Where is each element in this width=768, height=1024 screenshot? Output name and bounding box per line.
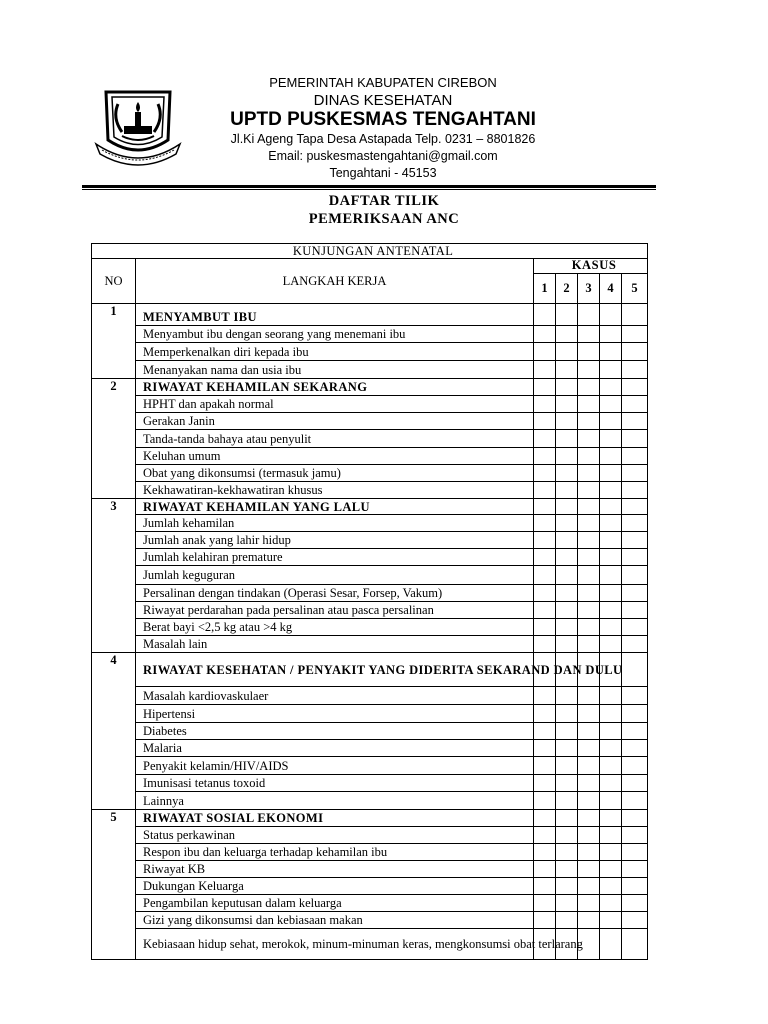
check-cell[interactable] [534,844,556,861]
check-cell[interactable] [578,379,600,396]
column-header-cases: KASUS [534,259,648,274]
table-row [92,878,648,895]
table-row [92,482,648,499]
check-cell[interactable] [556,465,578,482]
header-row [92,259,648,274]
check-cell[interactable] [600,827,622,844]
column-header-no: NO [92,259,136,304]
section-row [92,653,648,687]
section-title: MENYAMBUT IBU [136,304,534,326]
check-cell[interactable] [600,343,622,361]
check-cell[interactable] [534,827,556,844]
check-cell[interactable] [600,775,622,792]
table-row [92,448,648,465]
check-cell[interactable] [600,361,622,379]
check-cell[interactable] [578,895,600,912]
check-cell[interactable] [622,740,648,757]
check-cell[interactable] [556,844,578,861]
step-label: Jumlah keguguran [136,566,534,585]
check-cell[interactable] [578,687,600,705]
check-cell[interactable] [622,515,648,532]
table-row [92,515,648,532]
regency-crest-icon [92,84,184,168]
check-cell[interactable] [556,499,578,515]
check-cell[interactable] [578,619,600,636]
check-cell[interactable] [622,413,648,430]
check-cell[interactable] [534,515,556,532]
check-cell[interactable] [622,499,648,515]
check-cell[interactable] [534,396,556,413]
check-cell[interactable] [622,895,648,912]
column-header-step: LANGKAH KERJA [136,259,534,304]
check-cell[interactable] [556,304,578,326]
section-number: 4 [92,653,136,810]
check-cell[interactable] [578,757,600,775]
check-cell[interactable] [556,326,578,343]
step-label: Obat yang dikonsumsi (termasuk jamu) [136,465,534,482]
check-cell[interactable] [600,465,622,482]
check-cell[interactable] [578,482,600,499]
check-cell[interactable] [600,515,622,532]
check-cell[interactable] [578,396,600,413]
check-cell[interactable] [534,499,556,515]
check-cell[interactable] [622,878,648,895]
check-cell[interactable] [556,448,578,465]
check-cell[interactable] [534,723,556,740]
table-row [92,844,648,861]
check-cell[interactable] [578,878,600,895]
check-cell[interactable] [556,705,578,723]
check-cell[interactable] [534,361,556,379]
step-label: Menanyakan nama dan usia ibu [136,361,534,379]
check-cell[interactable] [622,430,648,448]
table-row [92,757,648,775]
check-cell[interactable] [622,810,648,827]
check-cell[interactable] [600,687,622,705]
step-label: Menyambut ibu dengan seorang yang menemani ibu [136,326,534,343]
check-cell[interactable] [578,566,600,585]
check-cell[interactable] [622,827,648,844]
check-cell[interactable] [556,619,578,636]
check-cell[interactable] [578,549,600,566]
step-label: Masalah kardiovaskulaer [136,687,534,705]
check-cell[interactable] [534,566,556,585]
check-cell[interactable] [534,448,556,465]
check-cell[interactable] [600,740,622,757]
step-label: Dukungan Keluarga [136,878,534,895]
check-cell[interactable] [578,912,600,929]
table-row [92,929,648,960]
table-row [92,602,648,619]
check-cell[interactable] [600,929,622,960]
check-cell[interactable] [622,361,648,379]
check-cell[interactable] [600,895,622,912]
check-cell[interactable] [534,687,556,705]
step-label: Malaria [136,740,534,757]
check-cell[interactable] [556,396,578,413]
check-cell[interactable] [534,379,556,396]
step-label: Kekhawatiran-kekhawatiran khusus [136,482,534,499]
check-cell[interactable] [622,396,648,413]
check-cell[interactable] [534,775,556,792]
check-cell[interactable] [600,636,622,653]
section-row [92,304,648,326]
check-cell[interactable] [622,861,648,878]
check-cell[interactable] [600,396,622,413]
check-cell[interactable] [556,757,578,775]
check-cell[interactable] [600,861,622,878]
check-cell[interactable] [600,619,622,636]
step-label: Kebiasaan hidup sehat, merokok, minum-minuman keras, mengkonsumsi obat terlarang [136,929,534,960]
check-cell[interactable] [578,775,600,792]
table-row [92,361,648,379]
check-cell[interactable] [556,740,578,757]
check-cell[interactable] [600,482,622,499]
step-label: Tanda-tanda bahaya atau penyulit [136,430,534,448]
check-cell[interactable] [622,482,648,499]
check-cell[interactable] [622,775,648,792]
table-row [92,827,648,844]
check-cell[interactable] [622,653,648,687]
check-cell[interactable] [534,757,556,775]
check-cell[interactable] [622,912,648,929]
check-cell[interactable] [556,723,578,740]
check-cell[interactable] [556,361,578,379]
check-cell[interactable] [578,361,600,379]
check-cell[interactable] [600,878,622,895]
section-title: RIWAYAT SOSIAL EKONOMI [136,810,534,827]
check-cell[interactable] [578,343,600,361]
check-cell[interactable] [622,304,648,326]
check-cell[interactable] [622,636,648,653]
step-label: Jumlah kehamilan [136,515,534,532]
step-label: Berat bayi <2,5 kg atau >4 kg [136,619,534,636]
check-cell[interactable] [600,448,622,465]
check-cell[interactable] [556,602,578,619]
check-cell[interactable] [622,465,648,482]
check-cell[interactable] [534,304,556,326]
check-cell[interactable] [578,585,600,602]
check-cell[interactable] [556,532,578,549]
city: Tengahtani - 45153 [329,166,437,180]
check-cell[interactable] [622,844,648,861]
table-row [92,566,648,585]
check-cell[interactable] [556,827,578,844]
check-cell[interactable] [556,775,578,792]
check-cell[interactable] [622,379,648,396]
document-title: DAFTAR TILIK [328,193,440,209]
check-cell[interactable] [556,861,578,878]
check-cell[interactable] [556,430,578,448]
section-number: 1 [92,304,136,379]
check-cell[interactable] [534,636,556,653]
table-row [92,861,648,878]
table-row [92,326,648,343]
check-cell[interactable] [556,343,578,361]
check-cell[interactable] [622,705,648,723]
check-cell[interactable] [534,549,556,566]
checklist-table [91,243,648,960]
check-cell[interactable] [556,912,578,929]
check-cell[interactable] [556,566,578,585]
check-cell[interactable] [556,878,578,895]
check-cell[interactable] [622,585,648,602]
check-cell[interactable] [556,413,578,430]
section-title: RIWAYAT KEHAMILAN SEKARANG [136,379,534,396]
step-label: Jumlah anak yang lahir hidup [136,532,534,549]
check-cell[interactable] [600,602,622,619]
section-title: RIWAYAT KESEHATAN / PENYAKIT YANG DIDERITA SEKARAND DAN DULU [136,653,534,687]
table-caption: KUNJUNGAN ANTENATAL [92,244,648,259]
table-row [92,413,648,430]
check-cell[interactable] [578,602,600,619]
table-row [92,792,648,810]
section-title: RIWAYAT KEHAMILAN YANG LALU [136,499,534,515]
table-row [92,775,648,792]
step-label: Riwayat KB [136,861,534,878]
case-number-header: 5 [622,273,648,303]
step-label: HPHT dan apakah normal [136,396,534,413]
check-cell[interactable] [534,792,556,810]
table-row [92,430,648,448]
check-cell[interactable] [578,326,600,343]
check-cell[interactable] [556,636,578,653]
check-cell[interactable] [600,757,622,775]
case-number-header: 1 [534,273,556,303]
letterhead-divider-thin [82,189,656,190]
check-cell[interactable] [578,844,600,861]
email: Email: puskesmastengahtani@gmail.com [268,149,498,163]
letterhead [190,74,576,182]
step-label: Pengambilan keputusan dalam keluarga [136,895,534,912]
step-label: Respon ibu dan keluarga terhadap kehamilan ibu [136,844,534,861]
check-cell[interactable] [622,549,648,566]
table-row [92,912,648,929]
check-cell[interactable] [622,792,648,810]
step-label: Jumlah kelahiran premature [136,549,534,566]
step-label: Lainnya [136,792,534,810]
check-cell[interactable] [622,619,648,636]
check-cell[interactable] [556,687,578,705]
check-cell[interactable] [622,566,648,585]
check-cell[interactable] [534,482,556,499]
section-number: 5 [92,810,136,960]
check-cell[interactable] [600,413,622,430]
check-cell[interactable] [534,878,556,895]
step-label: Riwayat perdarahan pada persalinan atau pasca persalinan [136,602,534,619]
check-cell[interactable] [534,810,556,827]
check-cell[interactable] [534,861,556,878]
section-number: 3 [92,499,136,653]
check-cell[interactable] [622,448,648,465]
check-cell[interactable] [622,532,648,549]
check-cell[interactable] [556,895,578,912]
check-cell[interactable] [534,430,556,448]
check-cell[interactable] [600,810,622,827]
table-row [92,687,648,705]
check-cell[interactable] [578,515,600,532]
check-cell[interactable] [578,448,600,465]
check-cell[interactable] [578,740,600,757]
check-cell[interactable] [534,895,556,912]
check-cell[interactable] [534,602,556,619]
table-row [92,723,648,740]
check-cell[interactable] [556,549,578,566]
check-cell[interactable] [578,810,600,827]
check-cell[interactable] [578,413,600,430]
table-row [92,636,648,653]
check-cell[interactable] [578,792,600,810]
check-cell[interactable] [600,912,622,929]
check-cell[interactable] [534,740,556,757]
government-name: PEMERINTAH KABUPATEN CIREBON [269,75,497,90]
case-number-header: 2 [556,273,578,303]
check-cell[interactable] [622,723,648,740]
table-row [92,705,648,723]
check-cell[interactable] [578,827,600,844]
check-cell[interactable] [556,810,578,827]
check-cell[interactable] [578,430,600,448]
check-cell[interactable] [556,792,578,810]
check-cell[interactable] [600,585,622,602]
check-cell[interactable] [534,343,556,361]
table-row [92,619,648,636]
check-cell[interactable] [622,343,648,361]
step-label: Persalinan dengan tindakan (Operasi Sesar, Forsep, Vakum) [136,585,534,602]
section-row [92,379,648,396]
table-row [92,465,648,482]
step-label: Penyakit kelamin/HIV/AIDS [136,757,534,775]
check-cell[interactable] [600,566,622,585]
check-cell[interactable] [600,792,622,810]
check-cell[interactable] [534,619,556,636]
table-row [92,895,648,912]
step-label: Status perkawinan [136,827,534,844]
check-cell[interactable] [578,465,600,482]
step-label: Gizi yang dikonsumsi dan kebiasaan makan [136,912,534,929]
caption-row [92,244,648,259]
department-name: DINAS KESEHATAN [313,92,453,109]
check-cell[interactable] [622,602,648,619]
check-cell[interactable] [534,413,556,430]
check-cell[interactable] [556,585,578,602]
check-cell[interactable] [556,482,578,499]
check-cell[interactable] [600,379,622,396]
check-cell[interactable] [556,515,578,532]
check-cell[interactable] [622,326,648,343]
document-subtitle: PEMERIKSAAN ANC [308,211,460,227]
check-cell[interactable] [600,499,622,515]
check-cell[interactable] [534,912,556,929]
check-cell[interactable] [622,929,648,960]
check-cell[interactable] [578,861,600,878]
check-cell[interactable] [534,326,556,343]
section-number: 2 [92,379,136,499]
letterhead-divider [82,185,656,188]
check-cell[interactable] [600,723,622,740]
table-row [92,740,648,757]
table-row [92,585,648,602]
case-number-header: 3 [578,273,600,303]
table-row [92,549,648,566]
check-cell[interactable] [578,636,600,653]
table-row [92,532,648,549]
check-cell[interactable] [578,304,600,326]
step-label: Gerakan Janin [136,413,534,430]
step-label: Diabetes [136,723,534,740]
step-label: Masalah lain [136,636,534,653]
check-cell[interactable] [556,379,578,396]
case-number-header: 4 [600,273,622,303]
check-cell[interactable] [578,499,600,515]
step-label: Memperkenalkan diri kepada ibu [136,343,534,361]
check-cell[interactable] [600,705,622,723]
check-cell[interactable] [578,705,600,723]
check-cell[interactable] [600,326,622,343]
check-cell[interactable] [600,844,622,861]
table-row [92,343,648,361]
address: Jl.Ki Ageng Tapa Desa Astapada Telp. 0231 – 8801826 [230,132,536,146]
step-label: Keluhan umum [136,448,534,465]
check-cell[interactable] [578,532,600,549]
check-cell[interactable] [578,723,600,740]
check-cell[interactable] [600,430,622,448]
table-row [92,396,648,413]
check-cell[interactable] [600,304,622,326]
check-cell[interactable] [600,549,622,566]
check-cell[interactable] [534,585,556,602]
check-cell[interactable] [534,532,556,549]
step-label: Imunisasi tetanus toxoid [136,775,534,792]
check-cell[interactable] [622,687,648,705]
check-cell[interactable] [622,757,648,775]
check-cell[interactable] [534,705,556,723]
check-cell[interactable] [600,532,622,549]
section-row [92,499,648,515]
check-cell[interactable] [534,465,556,482]
institution-name: UPTD PUSKESMAS TENGAHTANI [230,109,536,130]
section-row [92,810,648,827]
step-label: Hipertensi [136,705,534,723]
